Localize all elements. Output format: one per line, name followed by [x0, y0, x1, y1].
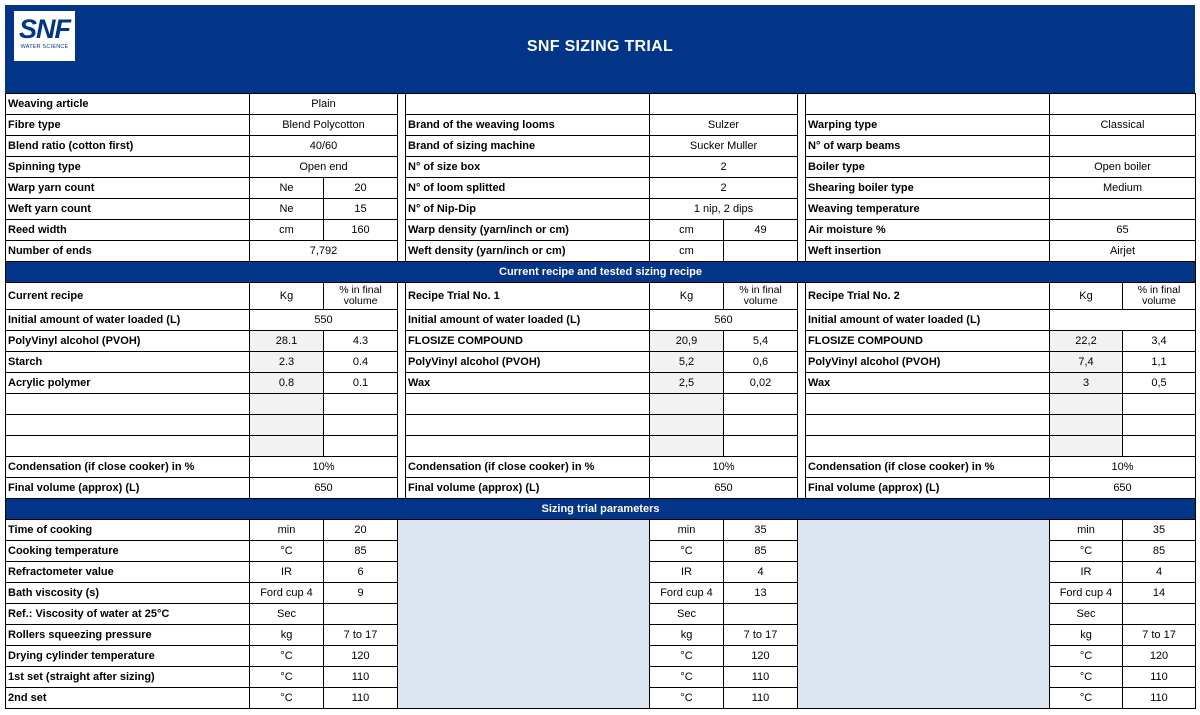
ingredient-name [806, 436, 1050, 457]
parameter-unit: °C [1050, 688, 1123, 709]
field-value[interactable]: 65 [1050, 220, 1196, 241]
parameter-unit: °C [650, 667, 724, 688]
column-gap [798, 94, 806, 115]
table-row [6, 220, 1196, 241]
ingredient-kg[interactable]: 22,2 [1050, 331, 1123, 352]
parameter-value-trial2[interactable]: 120 [1123, 646, 1196, 667]
parameter-value-trial1[interactable]: 7 to 17 [724, 625, 798, 646]
field-value[interactable] [650, 94, 798, 115]
ingredient-kg[interactable] [1050, 394, 1123, 415]
table-row [6, 436, 1196, 457]
ingredient-kg[interactable] [650, 436, 724, 457]
parameter-value-current[interactable]: 110 [324, 667, 398, 688]
column-gap [798, 478, 806, 499]
field-label: Spinning type [6, 157, 250, 178]
logo-subtext: WATER SCIENCE [20, 44, 69, 50]
ingredient-name [806, 415, 1050, 436]
field-value[interactable]: Sulzer [650, 115, 798, 136]
ingredient-name: PolyVinyl alcohol (PVOH) [806, 352, 1050, 373]
ingredient-name: PolyVinyl alcohol (PVOH) [6, 331, 250, 352]
ingredient-kg[interactable]: 2.3 [250, 352, 324, 373]
section-band-recipes: Current recipe and tested sizing recipe [6, 262, 1196, 283]
recipe-title: Recipe Trial No. 2 [806, 283, 1050, 310]
ingredient-pct: 0,5 [1123, 373, 1196, 394]
field-label: N° of Nip-Dip [406, 199, 650, 220]
ingredient-name: Starch [6, 352, 250, 373]
column-gap [798, 457, 806, 478]
field-label: Warp density (yarn/inch or cm) [406, 220, 650, 241]
column-gap [798, 283, 806, 310]
parameter-unit: Sec [1050, 604, 1123, 625]
field-label: Warping type [806, 115, 1050, 136]
ingredient-pct: 0,6 [724, 352, 798, 373]
field-unit: cm [250, 220, 324, 241]
column-gap [398, 157, 406, 178]
parameter-unit: °C [1050, 541, 1123, 562]
kg-header: Kg [250, 283, 324, 310]
table-row [6, 178, 1196, 199]
ingredient-name: PolyVinyl alcohol (PVOH) [406, 352, 650, 373]
parameter-value-current[interactable]: 110 [324, 688, 398, 709]
final-volume-label: Final volume (approx) (L) [806, 478, 1050, 499]
parameter-unit: min [650, 520, 724, 541]
parameter-unit: Ford cup 4 [250, 583, 324, 604]
condensation-value[interactable]: 10% [650, 457, 798, 478]
field-label: N° of loom splitted [406, 178, 650, 199]
ingredient-kg[interactable]: 7,4 [1050, 352, 1123, 373]
ingredient-kg[interactable]: 20,9 [650, 331, 724, 352]
table-row [6, 199, 1196, 220]
logo-text: SNF [19, 14, 70, 44]
table-row [6, 157, 1196, 178]
field-label: Weft density (yarn/inch or cm) [406, 241, 650, 262]
parameter-unit: Ford cup 4 [1050, 583, 1123, 604]
ingredient-kg[interactable] [1050, 415, 1123, 436]
parameter-unit: °C [250, 688, 324, 709]
ingredient-pct: 0.4 [324, 352, 398, 373]
column-gap [798, 199, 806, 220]
parameter-value-current[interactable]: 7 to 17 [324, 625, 398, 646]
parameter-value-trial2[interactable]: 4 [1123, 562, 1196, 583]
table-row [6, 373, 1196, 394]
parameter-value-current[interactable] [324, 604, 398, 625]
ingredient-name: Wax [806, 373, 1050, 394]
parameter-label: Cooking temperature [6, 541, 250, 562]
parameter-label: Bath viscosity (s) [6, 583, 250, 604]
ingredient-pct [324, 415, 398, 436]
parameter-value-current[interactable]: 9 [324, 583, 398, 604]
ingredient-pct [724, 394, 798, 415]
parameter-value-trial2[interactable]: 14 [1123, 583, 1196, 604]
water-value[interactable]: 560 [650, 310, 798, 331]
ingredient-pct [724, 436, 798, 457]
field-value[interactable]: Sucker Muller [650, 136, 798, 157]
ingredient-pct: 0,02 [724, 373, 798, 394]
pct-header: % in final volume [324, 283, 398, 310]
ingredient-name: FLOSIZE COMPOUND [406, 331, 650, 352]
parameter-unit: °C [650, 688, 724, 709]
parameter-value-trial1[interactable]: 13 [724, 583, 798, 604]
parameter-value-trial1[interactable] [724, 604, 798, 625]
field-value[interactable]: 7,792 [250, 241, 398, 262]
column-gap [398, 241, 406, 262]
parameter-value-trial1[interactable]: 4 [724, 562, 798, 583]
ingredient-pct: 3,4 [1123, 331, 1196, 352]
field-label: Blend ratio (cotton first) [6, 136, 250, 157]
column-gap [398, 136, 406, 157]
ingredient-kg[interactable] [250, 394, 324, 415]
field-label: Weaving temperature [806, 199, 1050, 220]
column-gap [398, 352, 406, 373]
ingredient-pct: 0.1 [324, 373, 398, 394]
condensation-label: Condensation (if close cooker) in % [6, 457, 250, 478]
ingredient-kg[interactable] [250, 436, 324, 457]
table-row [6, 457, 1196, 478]
field-value[interactable]: 160 [324, 220, 398, 241]
parameter-value-current[interactable]: 85 [324, 541, 398, 562]
column-gap [398, 478, 406, 499]
parameter-value-trial1[interactable]: 35 [724, 520, 798, 541]
parameter-value-trial1[interactable]: 110 [724, 667, 798, 688]
parameter-value-trial2[interactable]: 110 [1123, 688, 1196, 709]
parameter-unit: °C [650, 541, 724, 562]
column-gap [798, 220, 806, 241]
ingredient-pct [1123, 415, 1196, 436]
field-label: Weft yarn count [6, 199, 250, 220]
parameter-value-current[interactable]: 20 [324, 520, 398, 541]
ingredient-kg[interactable] [650, 394, 724, 415]
field-unit: Ne [250, 199, 324, 220]
water-value[interactable]: 550 [250, 310, 398, 331]
field-unit: cm [650, 220, 724, 241]
field-label: N° of warp beams [806, 136, 1050, 157]
ingredient-kg[interactable]: 2,5 [650, 373, 724, 394]
column-gap [398, 415, 406, 436]
field-label: Air moisture % [806, 220, 1050, 241]
parameter-value-current[interactable]: 120 [324, 646, 398, 667]
column-gap [798, 241, 806, 262]
ingredient-kg[interactable]: 28.1 [250, 331, 324, 352]
field-value[interactable]: 49 [724, 220, 798, 241]
field-label: Brand of sizing machine [406, 136, 650, 157]
page-title: SNF SIZING TRIAL [526, 38, 674, 55]
parameter-unit: IR [250, 562, 324, 583]
field-value[interactable]: Plain [250, 94, 398, 115]
pct-header: % in final volume [1123, 283, 1196, 310]
table-row [6, 94, 1196, 115]
parameter-value-trial2[interactable] [1123, 604, 1196, 625]
parameter-unit: °C [650, 646, 724, 667]
ingredient-kg[interactable]: 5,2 [650, 352, 724, 373]
table-row [6, 331, 1196, 352]
shaded-area [398, 520, 650, 709]
column-gap [798, 136, 806, 157]
parameter-unit: kg [250, 625, 324, 646]
pct-header: % in final volume [724, 283, 798, 310]
ingredient-pct [1123, 394, 1196, 415]
sizing-trial-table [5, 93, 1196, 709]
column-gap [398, 436, 406, 457]
ingredient-name [6, 394, 250, 415]
field-value[interactable]: Open end [250, 157, 398, 178]
parameter-value-trial2[interactable]: 35 [1123, 520, 1196, 541]
parameter-unit: Sec [250, 604, 324, 625]
recipe-title: Current recipe [6, 283, 250, 310]
parameter-unit: °C [250, 646, 324, 667]
field-label: Shearing boiler type [806, 178, 1050, 199]
final-volume-value[interactable]: 650 [1050, 478, 1196, 499]
column-gap [798, 436, 806, 457]
column-gap [798, 394, 806, 415]
field-value[interactable]: Airjet [1050, 241, 1196, 262]
water-value[interactable] [1050, 310, 1196, 331]
column-gap [398, 373, 406, 394]
field-value[interactable] [1050, 199, 1196, 220]
parameter-label: Drying cylinder temperature [6, 646, 250, 667]
ingredient-name [406, 394, 650, 415]
field-unit: Ne [250, 178, 324, 199]
table-row [6, 352, 1196, 373]
ingredient-kg[interactable]: 0.8 [250, 373, 324, 394]
condensation-label: Condensation (if close cooker) in % [406, 457, 650, 478]
ingredient-name: Acrylic polymer [6, 373, 250, 394]
parameter-unit: °C [250, 541, 324, 562]
final-volume-label: Final volume (approx) (L) [6, 478, 250, 499]
final-volume-label: Final volume (approx) (L) [406, 478, 650, 499]
ingredient-name [6, 415, 250, 436]
parameter-label: Time of cooking [6, 520, 250, 541]
table-row [6, 394, 1196, 415]
column-gap [398, 394, 406, 415]
table-row [6, 262, 1196, 283]
field-label: Weft insertion [806, 241, 1050, 262]
parameter-value-trial2[interactable]: 110 [1123, 667, 1196, 688]
field-value[interactable]: 15 [324, 199, 398, 220]
field-label: Weaving article [6, 94, 250, 115]
table-row [6, 499, 1196, 520]
condensation-label: Condensation (if close cooker) in % [806, 457, 1050, 478]
ingredient-pct [1123, 436, 1196, 457]
parameter-label: Rollers squeezing pressure [6, 625, 250, 646]
column-gap [398, 94, 406, 115]
column-gap [798, 331, 806, 352]
parameter-label: Refractometer value [6, 562, 250, 583]
parameter-value-trial1[interactable]: 120 [724, 646, 798, 667]
parameter-label: 1st set (straight after sizing) [6, 667, 250, 688]
field-value[interactable] [1050, 136, 1196, 157]
table-row [6, 310, 1196, 331]
parameter-label: Ref.: Viscosity of water at 25°C [6, 604, 250, 625]
field-label: N° of size box [406, 157, 650, 178]
ingredient-pct [324, 436, 398, 457]
parameter-value-current[interactable]: 6 [324, 562, 398, 583]
field-label: Number of ends [6, 241, 250, 262]
ingredient-name [406, 436, 650, 457]
column-gap [398, 283, 406, 310]
parameter-value-trial1[interactable]: 110 [724, 688, 798, 709]
column-gap [398, 115, 406, 136]
table-row [6, 415, 1196, 436]
field-value[interactable]: Classical [1050, 115, 1196, 136]
column-gap [398, 457, 406, 478]
water-label: Initial amount of water loaded (L) [406, 310, 650, 331]
kg-header: Kg [1050, 283, 1123, 310]
section-band-parameters: Sizing trial parameters [6, 499, 1196, 520]
ingredient-kg[interactable] [1050, 436, 1123, 457]
field-value[interactable] [724, 241, 798, 262]
column-gap [398, 178, 406, 199]
parameter-unit: °C [250, 667, 324, 688]
column-gap [798, 178, 806, 199]
field-label: Warp yarn count [6, 178, 250, 199]
parameter-unit: min [250, 520, 324, 541]
ingredient-pct: 4.3 [324, 331, 398, 352]
parameter-label: 2nd set [6, 688, 250, 709]
kg-header: Kg [650, 283, 724, 310]
water-label: Initial amount of water loaded (L) [806, 310, 1050, 331]
field-value[interactable]: Medium [1050, 178, 1196, 199]
column-gap [798, 115, 806, 136]
column-gap [798, 415, 806, 436]
parameter-unit: kg [650, 625, 724, 646]
parameter-value-trial2[interactable]: 7 to 17 [1123, 625, 1196, 646]
ingredient-name [806, 394, 1050, 415]
field-label: Brand of the weaving looms [406, 115, 650, 136]
condensation-value[interactable]: 10% [250, 457, 398, 478]
ingredient-name [406, 415, 650, 436]
field-label: Reed width [6, 220, 250, 241]
parameter-value-trial1[interactable]: 85 [724, 541, 798, 562]
ingredient-pct: 1,1 [1123, 352, 1196, 373]
field-label: Fibre type [6, 115, 250, 136]
parameter-unit: Sec [650, 604, 724, 625]
recipe-title: Recipe Trial No. 1 [406, 283, 650, 310]
ingredient-name [6, 436, 250, 457]
table-row [6, 478, 1196, 499]
parameter-value-trial2[interactable]: 85 [1123, 541, 1196, 562]
shaded-area [798, 520, 1050, 709]
column-gap [798, 373, 806, 394]
condensation-value[interactable]: 10% [1050, 457, 1196, 478]
ingredient-pct [324, 394, 398, 415]
final-volume-value[interactable]: 650 [250, 478, 398, 499]
column-gap [398, 220, 406, 241]
field-value[interactable]: 40/60 [250, 136, 398, 157]
ingredient-pct [724, 415, 798, 436]
field-value[interactable]: 2 [650, 157, 798, 178]
column-gap [798, 310, 806, 331]
field-value[interactable]: Open boiler [1050, 157, 1196, 178]
header-banner [5, 5, 1195, 93]
field-label: Boiler type [806, 157, 1050, 178]
water-label: Initial amount of water loaded (L) [6, 310, 250, 331]
ingredient-kg[interactable]: 3 [1050, 373, 1123, 394]
column-gap [398, 331, 406, 352]
column-gap [398, 310, 406, 331]
final-volume-value[interactable]: 650 [650, 478, 798, 499]
parameter-unit: °C [1050, 646, 1123, 667]
field-value[interactable]: 2 [650, 178, 798, 199]
parameter-unit: IR [650, 562, 724, 583]
parameter-unit: min [1050, 520, 1123, 541]
parameter-unit: °C [1050, 667, 1123, 688]
field-value[interactable]: 20 [324, 178, 398, 199]
field-value[interactable]: Blend Polycotton [250, 115, 398, 136]
parameter-unit: kg [1050, 625, 1123, 646]
table-row [6, 136, 1196, 157]
field-unit: cm [650, 241, 724, 262]
column-gap [798, 157, 806, 178]
ingredient-kg[interactable] [250, 415, 324, 436]
table-row [6, 115, 1196, 136]
parameter-unit: Ford cup 4 [650, 583, 724, 604]
table-row [6, 283, 1196, 310]
ingredient-name: FLOSIZE COMPOUND [806, 331, 1050, 352]
ingredient-name: Wax [406, 373, 650, 394]
table-row [6, 520, 1196, 541]
parameter-unit: IR [1050, 562, 1123, 583]
field-label [406, 94, 650, 115]
ingredient-kg[interactable] [650, 415, 724, 436]
table-row [6, 241, 1196, 262]
field-value[interactable]: 1 nip, 2 dips [650, 199, 798, 220]
column-gap [398, 199, 406, 220]
ingredient-pct: 5,4 [724, 331, 798, 352]
column-gap [798, 352, 806, 373]
field-value[interactable] [1050, 94, 1196, 115]
field-label [806, 94, 1050, 115]
